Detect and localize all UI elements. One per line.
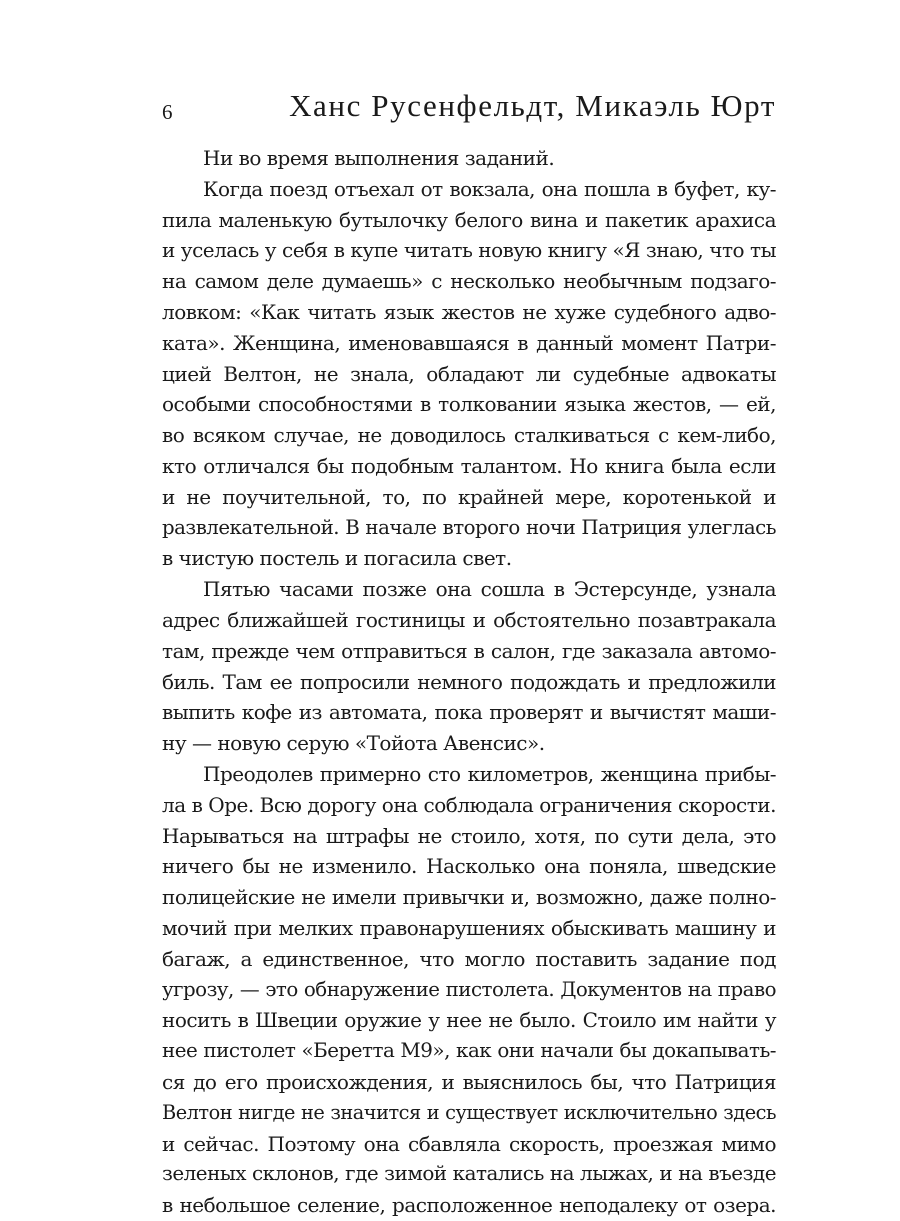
- text-line: кто отличался бы подобным талантом. Но книга была если: [162, 453, 776, 478]
- text-line: и уселась у себя в купе читать новую книгу «Я знаю, что ты: [162, 238, 776, 263]
- text-line: Пятью часами позже она сошла в Эстерсунде, узнала: [203, 577, 776, 602]
- text-line: пила маленькую бутылочку белого вина и пакетик арахиса: [162, 207, 776, 232]
- text-line: ну — новую серую «Тойота Авенсис».: [162, 731, 545, 756]
- text-line: в небольшое селение, расположенное неподалеку от озера.: [162, 1193, 776, 1218]
- text-line: ла в Оре. Всю дорогу она соблюдала ограничения скорости.: [162, 792, 776, 817]
- text-line: в чистую постель и погасила свет.: [162, 546, 512, 571]
- text-line: Велтон нигде не значится и существует исключительно здесь: [162, 1100, 776, 1124]
- text-line: Ни во время выполнения заданий.: [203, 146, 555, 170]
- text-line: ничего бы не изменило. Насколько она поняла, шведские: [162, 854, 776, 879]
- text-line: мочий при мелких правонарушениях обыскивать машину и: [162, 915, 776, 940]
- text-line: Когда поезд отъехал от вокзала, она пошла в буфет, ку-: [203, 176, 776, 201]
- running-head: Ханс Русенфельдт, Микаэль Юрт: [289, 88, 776, 123]
- text-line: зеленых склонов, где зимой катались на лыжах, и на въезде: [162, 1162, 776, 1186]
- text-line: и не поучительной, то, по крайней мере, коротенькой и: [162, 484, 776, 509]
- text-line: цией Велтон, не знала, обладают ли судебные адвокаты: [162, 361, 776, 386]
- text-line: Нарываться на штрафы не стоило, хотя, по сути дела, это: [162, 823, 776, 848]
- page-header: [162, 88, 776, 128]
- text-line: во всяком случае, не доводилось сталкиваться с кем-либо,: [162, 423, 776, 448]
- text-line: Преодолев примерно сто километров, женщина прибы-: [203, 761, 776, 786]
- text-line: выпить кофе из автомата, пока проверят и вычистят маши-: [162, 700, 776, 725]
- text-line: развлекательной. В начале второго ночи Патриция улеглась: [162, 515, 776, 539]
- text-line: адрес ближайшей гостиницы и обстоятельно позавтракала: [162, 607, 776, 632]
- text-line: ката». Женщина, именовавшаяся в данный момент Патри-: [162, 330, 776, 355]
- text-line: ловком: «Как читать язык жестов не хуже судебного адво-: [162, 299, 776, 324]
- page-number: 6: [162, 100, 173, 124]
- text-line: нее пистолет «Беретта М9», как они начали бы докапывать-: [162, 1039, 776, 1063]
- text-line: багаж, а единственное, что могло поставить задание под: [162, 946, 776, 971]
- body-text: [162, 143, 776, 1221]
- text-line: на самом деле думаешь» с несколько необычным подзаго-: [162, 269, 776, 294]
- text-line: там, прежде чем отправиться в салон, где заказала автомо-: [162, 638, 776, 663]
- text-line: биль. Там ее попросили немного подождать и предложили: [162, 669, 776, 694]
- text-line: угрозу, — это обнаружение пистолета. Документов на право: [162, 977, 776, 1001]
- text-line: и сейчас. Поэтому она сбавляла скорость, проезжая мимо: [162, 1131, 776, 1156]
- text-line: носить в Швеции оружие у нее не было. Стоило им найти у: [162, 1008, 776, 1033]
- text-line: особыми способностями в толковании языка жестов, — ей,: [162, 392, 776, 417]
- text-line: полицейские не имели привычки и, возможно, даже полно-: [162, 885, 776, 910]
- text-line: ся до его происхождения, и выяснилось бы, что Патриция: [162, 1069, 776, 1094]
